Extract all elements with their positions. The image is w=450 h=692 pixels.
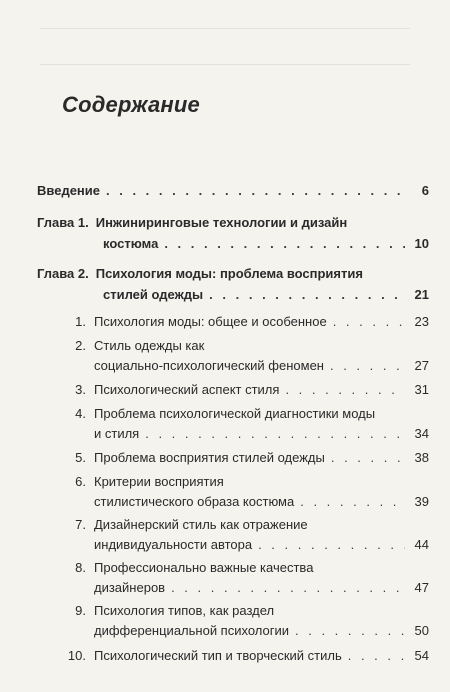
dot-leader — [333, 311, 405, 332]
section-number: 9. — [75, 603, 86, 618]
dot-leader — [258, 534, 405, 555]
section-number: 7. — [75, 517, 86, 532]
dot-leader — [285, 379, 405, 400]
page-number: 10 — [414, 236, 429, 251]
dot-leader — [295, 620, 405, 641]
chapter-prefix: Глава 2. — [37, 266, 89, 281]
dot-leader — [330, 355, 405, 376]
section-number: 4. — [75, 406, 86, 421]
page-number: 34 — [414, 426, 429, 441]
section-label-line-1: Профессионально важные качества — [94, 560, 314, 575]
page-number: 50 — [414, 623, 429, 638]
section-label-line-1: Психологический тип и творческий стиль — [94, 648, 342, 663]
section-label-line-2: социально-психологический феномен — [94, 358, 324, 373]
section-label-line-2: дизайнеров — [94, 580, 166, 595]
dot-leader — [209, 284, 405, 305]
section-label-line-1: Психологический аспект стиля — [94, 382, 280, 397]
section-label-line-2: и стиля — [94, 426, 140, 441]
section-label-line-1: Проблема восприятия стилей одежды — [94, 450, 325, 465]
page-number: 31 — [414, 382, 429, 397]
entry-label: Введение — [37, 183, 100, 198]
dot-leader — [348, 645, 405, 666]
chapter-prefix: Глава 1. — [37, 215, 89, 230]
section-number: 3. — [75, 382, 86, 397]
dot-leader — [145, 423, 405, 444]
section-label-line-1: Психология типов, как раздел — [94, 603, 275, 618]
entry-label-line-2: костюма — [103, 236, 159, 251]
dot-leader — [171, 577, 405, 598]
page-number: 54 — [414, 648, 429, 663]
bleed-through-line — [40, 28, 410, 29]
bleed-through-line — [40, 64, 410, 65]
section-number: 6. — [75, 474, 86, 489]
page-number: 38 — [414, 450, 429, 465]
section-number: 5. — [75, 450, 86, 465]
dot-leader — [106, 180, 405, 201]
page-number: 39 — [414, 494, 429, 509]
dot-leader — [331, 447, 405, 468]
section-label-line-2: стилистического образа костюма — [94, 494, 295, 509]
entry-label-line-2: стилей одежды — [103, 287, 204, 302]
page-number: 6 — [421, 183, 429, 198]
dot-leader — [164, 233, 405, 254]
section-number: 1. — [75, 314, 86, 329]
entry-label-line-1: Инжиниринговые технологии и дизайн — [95, 215, 348, 230]
section-label-line-2: индивидуальности автора — [94, 537, 253, 552]
page-number: 23 — [414, 314, 429, 329]
section-label-line-2: дифференциальной психологии — [94, 623, 290, 638]
section-number: 2. — [75, 338, 86, 353]
page-title: Содержание — [62, 92, 200, 117]
section-label-line-1: Дизайнерский стиль как отражение — [94, 517, 308, 532]
entry-label-line-1: Психология моды: проблема восприятия — [95, 266, 363, 281]
page-number: 21 — [414, 287, 429, 302]
dot-leader — [300, 491, 405, 512]
section-number: 10. — [67, 648, 86, 663]
section-label-line-1: Критерии восприятия — [94, 474, 224, 489]
section-number: 8. — [75, 560, 86, 575]
page-number: 27 — [414, 358, 429, 373]
page-number: 44 — [414, 537, 429, 552]
section-label-line-1: Стиль одежды как — [94, 338, 205, 353]
page-number: 47 — [414, 580, 429, 595]
section-label-line-1: Психология моды: общее и особенное — [94, 314, 327, 329]
section-label-line-1: Проблема психологической диагностики моды — [94, 406, 376, 421]
